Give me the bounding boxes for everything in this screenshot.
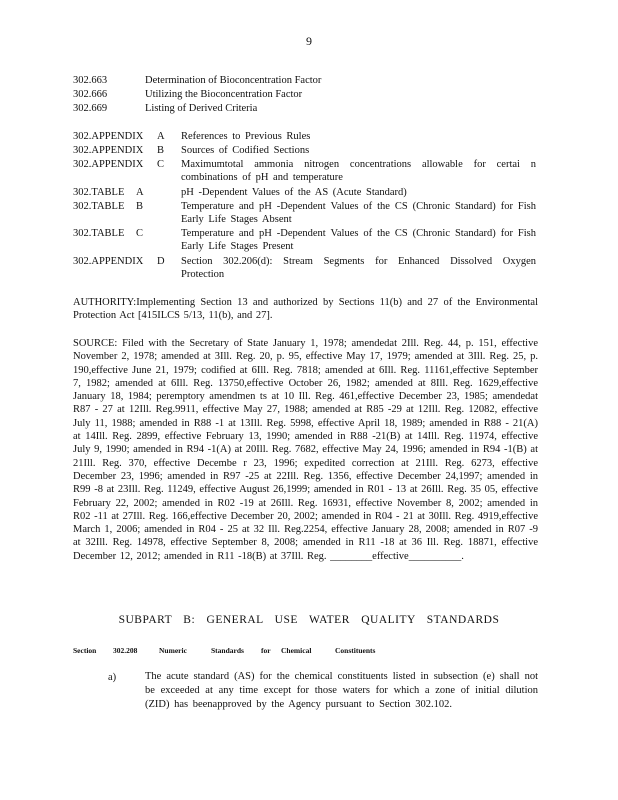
appendix-number: 302.APPENDIX xyxy=(73,131,144,142)
table-number: 302.TABLE xyxy=(73,187,125,198)
table-letter: C xyxy=(136,228,144,239)
table-number: 302.TABLE xyxy=(73,201,125,212)
appendix-letter: A xyxy=(157,131,165,142)
appendix-title: References to Previous Rules xyxy=(181,131,311,142)
appendix-number: 302.APPENDIX xyxy=(73,256,144,267)
subsection-label: a) xyxy=(108,672,117,683)
appendix-letter: D xyxy=(157,256,165,267)
appendix-letter: C xyxy=(157,159,165,170)
section-label: Section xyxy=(73,646,97,655)
section-title-word: Numeric xyxy=(159,646,187,655)
section-title-word: Chemical xyxy=(281,646,312,655)
appendix-letter: B xyxy=(157,145,165,156)
table-title: pH -Dependent Values of the AS (Acute Standard) xyxy=(181,187,407,198)
appendix-number: 302.APPENDIX xyxy=(73,159,144,170)
subpart-heading: SUBPART B: GENERAL USE WATER QUALITY STANDARDS xyxy=(118,614,500,626)
appendix-title: Maximumtotal ammonia nitrogen concentrations allowable for certai n combinations of pH and temperature xyxy=(181,159,536,183)
subsection-text: The acute standard (AS) for the chemical constituents listed in subsection (e) shall not be exceeded at any time except for those waters for which a zone of initial dilution (ZID) has beenapproved by the Agency pursuant to Section 302.102. xyxy=(145,671,538,710)
section-title-word: Standards xyxy=(211,646,244,655)
section-title-word: Constituents xyxy=(335,646,376,655)
appendix-title: Section 302.206(d): Stream Segments for Enhanced Dissolved Oxygen Protection xyxy=(181,256,536,280)
table-letter: A xyxy=(136,187,144,198)
table-title: Temperature and pH -Dependent Values of the CS (Chronic Standard) for Fish Early Life Stages Absent xyxy=(181,201,536,225)
section-title: Utilizing the Bioconcentration Factor xyxy=(145,89,303,100)
table-letter: B xyxy=(136,201,144,212)
table-title: Temperature and pH -Dependent Values of the CS (Chronic Standard) for Fish Early Life Stages Present xyxy=(181,228,536,252)
section-title: Listing of Derived Criteria xyxy=(145,103,258,114)
section-number: 302.208 xyxy=(113,646,138,655)
table-number: 302.TABLE xyxy=(73,228,125,239)
section-number: 302.666 xyxy=(73,89,108,100)
authority-paragraph: AUTHORITY:Implementing Section 13 and authorized by Sections 11(b) and 27 of the Environmental Protection Act [415ILCS 5/13, 11(b), and 27]. xyxy=(73,297,538,322)
section-number: 302.663 xyxy=(73,75,108,86)
source-paragraph: SOURCE: Filed with the Secretary of State January 1, 1978; amendedat 2Ill. Reg. 44, p. 151, effective November 2, 1978; amended at 3Ill. Reg. 20, p. 95, effective May 17, 1979; amended at 3Ill. Reg. 25, p. 190,effective June 21, 1979; codified at 6Ill. Reg. 7818; amended at 6Ill. Reg. 11161,effective September 7, 1982; amended at 6Ill. Reg. 13750,effective October 26, 1982; amended at 8Ill. Reg. 1629,effective January 18, 1984; peremptory amendmen ts at 10 Ill. Reg. 461,effective December 23, 1985; amendedat R87 - 27 at 12Ill. Reg.9911, effective May 27, 1988; amended at R85 -29 at 12Ill. Reg. 12082, effective July 11, 1988; amended in R88 -1 at 13Ill. Reg. 5998, effective April 18, 1989; amended in R88 - 21(A) at 14Ill. Reg. 2899, effective February 13, 1990; amended in R88 -21(B) at 14Ill. Reg. 11974, effective July 9, 1990; amended in R94 -1(A) at 20Ill. Reg. 7682, effective May 24, 1996; amended in R94 -1(B) at 21Ill. Reg. 370, effective Decembe r 23, 1996; expedited correction at 21Ill. Reg. 6273, effective December 23, 1996; amended in R97 -25 at 22Ill. Reg. 1356, effective December 24,1997; amended in R99 -8 at 23Ill. Reg. 11249, effective August 26,1999; amended in R01 - 13 at 26Ill. Reg. 35 05, effective February 22, 2002; amended in R02 -19 at 26Ill. Reg. 16931, effective November 8, 2002; amended in R02 -11 at 27Ill. Reg. 166,effective December 20, 2002; amended in R04 - 21 at 30Ill. Reg. 4919,effective March 1, 2006; amended in R04 - 25 at 32 Ill. Reg.2254, effective January 28, 2008; amended in R07 -9 at 32Ill. Reg. 14978, effective September 8, 2008; amended in R11 -18 at 36 Ill. Reg. 18871, effective December 12, 2012; amended in R11 -18(B) at 37Ill. Reg. ________effective__________. xyxy=(73,338,538,562)
section-number: 302.669 xyxy=(73,103,108,114)
appendix-number: 302.APPENDIX xyxy=(73,145,144,156)
appendix-title: Sources of Codified Sections xyxy=(181,145,310,156)
section-title-word: for xyxy=(261,646,271,655)
section-title: Determination of Bioconcentration Factor xyxy=(145,75,322,86)
page-number: 9 xyxy=(306,34,312,48)
